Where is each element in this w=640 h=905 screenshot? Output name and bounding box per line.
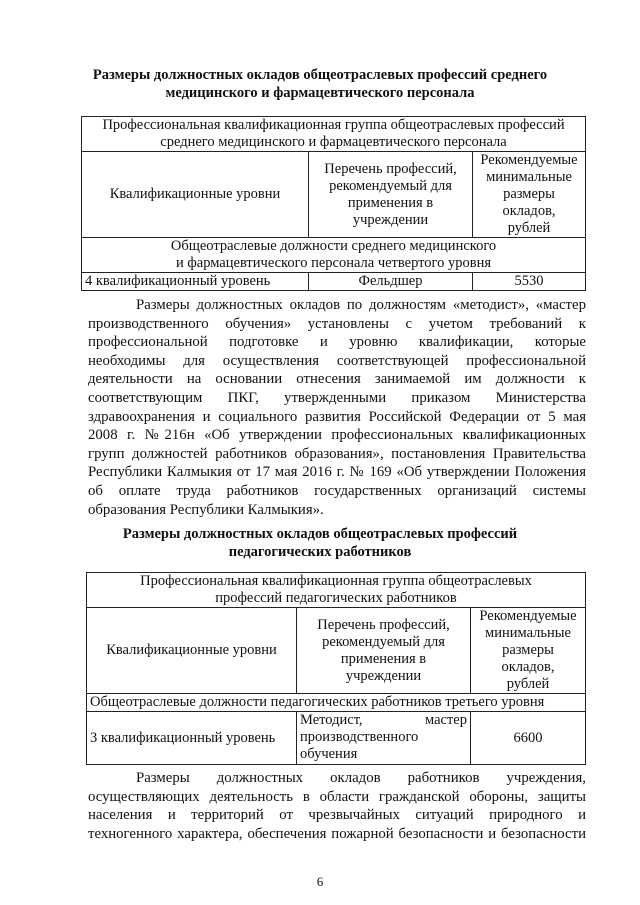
section2-title-line2: педагогических работников (228, 544, 412, 560)
table-group-line2: среднего медицинского и фармацевтического персонала (160, 134, 507, 150)
col3-header-line: Рекомендуемые (480, 152, 578, 168)
table-header-row (87, 608, 586, 694)
paragraph-line: осуществляющих деятельность в области гражданской обороны, защиты (88, 788, 586, 805)
paragraph-line: Республики Калмыкия от 17 мая 2016 г. № 169 «Об утверждении Положения (88, 464, 586, 481)
paragraph-line: производственного обучения» установлены с учетом требований к (88, 315, 586, 332)
col3-header-line: рублей (507, 220, 551, 236)
table-group-cell (82, 117, 586, 152)
table-row (87, 712, 586, 765)
paragraph-line: техногенного характера, обеспечения пожарной безопасности и безопасности (88, 825, 586, 842)
row-profession: Фельдшер (309, 273, 473, 291)
paragraph-line: 2008 г. №216н «Об утверждении профессиональных квалификационных (88, 427, 586, 444)
table-subgroup-cell (82, 238, 586, 273)
col-header-salary (473, 152, 586, 238)
row-profession-line2: производственного (300, 729, 419, 745)
col-header-levels: Квалификационные уровни (87, 608, 297, 694)
table-group-line2: профессий педагогических работников (215, 590, 457, 606)
col2-header-line: рекомендуемый для (329, 177, 452, 194)
paragraph-line: образования Республики Калмыкия». (88, 501, 324, 518)
table-group-line1: Профессиональная квалификационная группа общеотраслевых профессий (102, 117, 565, 133)
col2-header-line: Перечень профессий, (324, 160, 457, 177)
row-profession-line3: обучения (300, 746, 358, 762)
col3-header-line: Рекомендуемые (479, 608, 577, 624)
paragraph-line: здравоохранения и социального развития Российской Федерации от 5 мая (88, 408, 586, 425)
paragraph-civil-defense (88, 769, 586, 843)
col2-header-line: учреждении (345, 667, 422, 684)
section2-title-line1: Размеры должностных окладов общеотраслевых профессий (122, 526, 518, 542)
table-subgroup-line1: Общеотраслевые должности среднего медицинского (170, 238, 497, 254)
col-header-salary (471, 608, 586, 694)
paragraph-line: деятельности на основании отнесения занимаемой им должности к (88, 371, 586, 388)
row-salary: 6600 (471, 712, 586, 765)
col2-header-line: рекомендуемый для (322, 633, 445, 650)
row-profession-word2: мастер (425, 712, 467, 728)
col-header-levels: Квалификационные уровни (82, 152, 309, 238)
section1-title (0, 66, 640, 102)
table-subgroup-row (87, 694, 586, 712)
col-header-professions (309, 152, 473, 238)
col3-header-line: рублей (506, 676, 550, 692)
paragraph-methodist-salary (88, 296, 586, 519)
col3-header-line: размеры окладов, (502, 186, 556, 219)
medical-salary-table (81, 116, 586, 291)
paragraph-line: Размеры должностных окладов по должностям «методист», «мастер (136, 297, 586, 313)
row-profession (297, 712, 471, 765)
table-group-row (87, 573, 586, 608)
table-header-row (82, 152, 586, 238)
col-header-professions (297, 608, 471, 694)
col2-header-line: Перечень профессий, (317, 616, 450, 633)
paragraph-line: профессиональной подготовке и уровню квалификации, которые (88, 334, 586, 351)
row-salary: 5530 (473, 273, 586, 291)
table-row (82, 273, 586, 291)
paragraph-line: соответствующим ПКГ, утвержденными приказом Министерства (88, 389, 586, 406)
paragraph-line: населения и территорий от чрезвычайных ситуаций природного и (88, 807, 586, 824)
table-group-row (82, 117, 586, 152)
col2-header-line: применения в (340, 650, 427, 667)
section2-title (0, 525, 640, 561)
row-profession-line1 (300, 712, 467, 729)
table-subgroup-line2: и фармацевтического персонала четвертого уровня (175, 255, 492, 271)
table-group-cell (87, 573, 586, 608)
col3-header-line: минимальные (485, 625, 571, 641)
table-subgroup-row (82, 238, 586, 273)
section1-title-line2: медицинского и фармацевтического персонала (165, 85, 475, 101)
page-number: 6 (316, 874, 324, 889)
table-subgroup-cell: Общеотраслевые должности педагогических работников третьего уровня (87, 694, 586, 712)
col2-header-line: учреждении (352, 211, 429, 228)
col3-header-line: минимальные (486, 169, 572, 185)
table-group-line1: Профессиональная квалификационная группа общеотраслевых (140, 573, 532, 589)
paragraph-line: необходимы для осуществления соответствующей профессиональной (88, 352, 586, 369)
paragraph-line: об оплате труда работников государственных организаций системы (88, 482, 586, 499)
pedagogical-salary-table (86, 572, 586, 765)
paragraph-line: групп должностей работников образования», постановления Правительства (88, 445, 586, 462)
row-profession-word1: Методист, (300, 712, 363, 728)
col2-header-line: применения в (347, 194, 434, 211)
section1-title-line1: Размеры должностных окладов общеотраслевых профессий среднего (92, 67, 548, 83)
col3-header-line: размеры окладов, (501, 642, 555, 675)
row-level: 3 квалификационный уровень (87, 712, 297, 765)
paragraph-line: Размеры должностных окладов работников учреждения, (136, 770, 586, 786)
row-level: 4 квалификационный уровень (82, 273, 309, 291)
